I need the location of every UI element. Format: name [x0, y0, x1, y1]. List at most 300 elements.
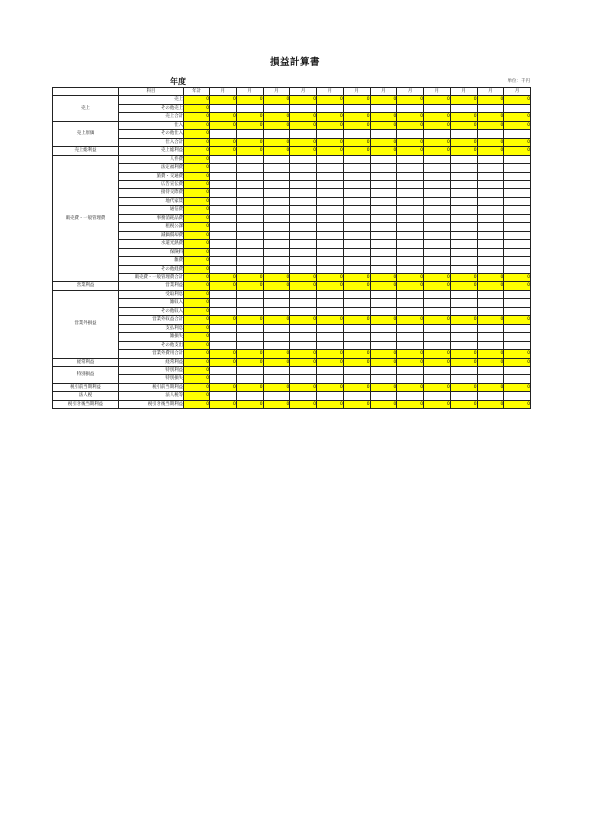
month-value-cell[interactable]: 0 — [210, 358, 237, 366]
month-input-cell[interactable] — [343, 104, 370, 112]
month-input-cell[interactable] — [397, 130, 424, 138]
month-value-cell[interactable]: 0 — [477, 350, 504, 358]
month-input-cell[interactable] — [397, 214, 424, 222]
month-input-cell[interactable] — [263, 290, 290, 298]
month-input-cell[interactable] — [450, 375, 477, 383]
month-input-cell[interactable] — [317, 341, 344, 349]
month-input-cell[interactable] — [236, 265, 263, 273]
month-input-cell[interactable] — [477, 172, 504, 180]
month-input-cell[interactable] — [343, 375, 370, 383]
month-value-cell[interactable]: 0 — [450, 96, 477, 104]
month-input-cell[interactable] — [477, 392, 504, 400]
month-input-cell[interactable] — [343, 214, 370, 222]
month-value-cell[interactable]: 0 — [477, 282, 504, 290]
month-value-cell[interactable]: 0 — [343, 113, 370, 121]
month-input-cell[interactable] — [424, 197, 451, 205]
month-input-cell[interactable] — [317, 240, 344, 248]
month-input-cell[interactable] — [370, 265, 397, 273]
month-value-cell[interactable]: 0 — [504, 316, 531, 324]
month-input-cell[interactable] — [263, 299, 290, 307]
month-input-cell[interactable] — [450, 324, 477, 332]
month-input-cell[interactable] — [397, 172, 424, 180]
month-input-cell[interactable] — [290, 223, 317, 231]
month-input-cell[interactable] — [450, 214, 477, 222]
month-input-cell[interactable] — [477, 164, 504, 172]
month-value-cell[interactable]: 0 — [370, 400, 397, 408]
month-value-cell[interactable]: 0 — [397, 316, 424, 324]
month-input-cell[interactable] — [317, 104, 344, 112]
month-value-cell[interactable]: 0 — [236, 113, 263, 121]
month-input-cell[interactable] — [504, 248, 531, 256]
month-value-cell[interactable]: 0 — [290, 350, 317, 358]
month-input-cell[interactable] — [370, 333, 397, 341]
month-input-cell[interactable] — [370, 189, 397, 197]
month-value-cell[interactable]: 0 — [343, 400, 370, 408]
month-value-cell[interactable]: 0 — [343, 138, 370, 146]
month-input-cell[interactable] — [290, 172, 317, 180]
month-input-cell[interactable] — [210, 231, 237, 239]
month-value-cell[interactable]: 0 — [317, 282, 344, 290]
month-value-cell[interactable]: 0 — [424, 400, 451, 408]
month-input-cell[interactable] — [236, 206, 263, 214]
month-input-cell[interactable] — [210, 223, 237, 231]
month-input-cell[interactable] — [370, 240, 397, 248]
month-input-cell[interactable] — [210, 257, 237, 265]
month-input-cell[interactable] — [370, 155, 397, 163]
month-value-cell[interactable]: 0 — [236, 400, 263, 408]
month-input-cell[interactable] — [397, 257, 424, 265]
month-input-cell[interactable] — [263, 333, 290, 341]
month-input-cell[interactable] — [290, 299, 317, 307]
month-input-cell[interactable] — [397, 341, 424, 349]
month-input-cell[interactable] — [236, 248, 263, 256]
month-value-cell[interactable]: 0 — [317, 147, 344, 155]
month-input-cell[interactable] — [450, 155, 477, 163]
month-input-cell[interactable] — [210, 265, 237, 273]
month-value-cell[interactable]: 0 — [424, 147, 451, 155]
month-input-cell[interactable] — [370, 180, 397, 188]
month-value-cell[interactable]: 0 — [263, 358, 290, 366]
month-input-cell[interactable] — [290, 197, 317, 205]
month-input-cell[interactable] — [397, 333, 424, 341]
month-value-cell[interactable]: 0 — [263, 316, 290, 324]
month-input-cell[interactable] — [290, 307, 317, 315]
month-input-cell[interactable] — [424, 366, 451, 374]
month-input-cell[interactable] — [477, 257, 504, 265]
month-input-cell[interactable] — [317, 206, 344, 214]
month-input-cell[interactable] — [397, 231, 424, 239]
month-value-cell[interactable]: 0 — [236, 316, 263, 324]
month-input-cell[interactable] — [210, 299, 237, 307]
month-input-cell[interactable] — [504, 231, 531, 239]
month-value-cell[interactable]: 0 — [477, 147, 504, 155]
month-value-cell[interactable]: 0 — [236, 121, 263, 129]
month-value-cell[interactable]: 0 — [236, 282, 263, 290]
month-input-cell[interactable] — [290, 214, 317, 222]
month-input-cell[interactable] — [424, 104, 451, 112]
month-input-cell[interactable] — [210, 189, 237, 197]
month-value-cell[interactable]: 0 — [397, 400, 424, 408]
month-value-cell[interactable]: 0 — [504, 400, 531, 408]
month-input-cell[interactable] — [370, 214, 397, 222]
month-input-cell[interactable] — [370, 206, 397, 214]
month-input-cell[interactable] — [477, 341, 504, 349]
month-input-cell[interactable] — [450, 290, 477, 298]
month-input-cell[interactable] — [236, 240, 263, 248]
month-value-cell[interactable]: 0 — [370, 316, 397, 324]
month-input-cell[interactable] — [343, 155, 370, 163]
month-input-cell[interactable] — [397, 265, 424, 273]
month-input-cell[interactable] — [450, 341, 477, 349]
month-input-cell[interactable] — [424, 172, 451, 180]
month-input-cell[interactable] — [504, 214, 531, 222]
month-value-cell[interactable]: 0 — [263, 147, 290, 155]
month-input-cell[interactable] — [424, 324, 451, 332]
month-input-cell[interactable] — [290, 155, 317, 163]
month-input-cell[interactable] — [397, 392, 424, 400]
month-input-cell[interactable] — [450, 223, 477, 231]
month-input-cell[interactable] — [236, 130, 263, 138]
month-input-cell[interactable] — [263, 307, 290, 315]
month-input-cell[interactable] — [343, 206, 370, 214]
month-input-cell[interactable] — [290, 231, 317, 239]
month-input-cell[interactable] — [504, 257, 531, 265]
month-value-cell[interactable]: 0 — [477, 358, 504, 366]
month-value-cell[interactable]: 0 — [343, 282, 370, 290]
month-input-cell[interactable] — [504, 189, 531, 197]
month-input-cell[interactable] — [424, 290, 451, 298]
month-input-cell[interactable] — [263, 214, 290, 222]
month-value-cell[interactable]: 0 — [343, 121, 370, 129]
month-input-cell[interactable] — [477, 180, 504, 188]
month-input-cell[interactable] — [290, 130, 317, 138]
month-input-cell[interactable] — [450, 392, 477, 400]
month-input-cell[interactable] — [236, 299, 263, 307]
month-input-cell[interactable] — [290, 189, 317, 197]
month-input-cell[interactable] — [317, 248, 344, 256]
month-input-cell[interactable] — [477, 333, 504, 341]
month-value-cell[interactable]: 0 — [263, 350, 290, 358]
month-input-cell[interactable] — [397, 324, 424, 332]
month-value-cell[interactable]: 0 — [290, 400, 317, 408]
month-value-cell[interactable]: 0 — [450, 147, 477, 155]
month-input-cell[interactable] — [343, 223, 370, 231]
month-input-cell[interactable] — [210, 172, 237, 180]
month-value-cell[interactable]: 0 — [397, 383, 424, 391]
month-input-cell[interactable] — [236, 290, 263, 298]
month-value-cell[interactable]: 0 — [210, 147, 237, 155]
month-input-cell[interactable] — [424, 240, 451, 248]
month-value-cell[interactable]: 0 — [450, 400, 477, 408]
month-input-cell[interactable] — [450, 189, 477, 197]
month-input-cell[interactable] — [290, 240, 317, 248]
month-input-cell[interactable] — [236, 172, 263, 180]
month-input-cell[interactable] — [317, 299, 344, 307]
month-input-cell[interactable] — [236, 324, 263, 332]
month-input-cell[interactable] — [343, 307, 370, 315]
month-input-cell[interactable] — [450, 240, 477, 248]
month-input-cell[interactable] — [236, 155, 263, 163]
month-input-cell[interactable] — [450, 180, 477, 188]
month-input-cell[interactable] — [504, 164, 531, 172]
month-value-cell[interactable]: 0 — [210, 400, 237, 408]
month-input-cell[interactable] — [263, 164, 290, 172]
month-input-cell[interactable] — [397, 290, 424, 298]
month-input-cell[interactable] — [504, 366, 531, 374]
month-input-cell[interactable] — [450, 164, 477, 172]
month-input-cell[interactable] — [424, 130, 451, 138]
month-value-cell[interactable]: 0 — [290, 147, 317, 155]
month-input-cell[interactable] — [236, 392, 263, 400]
month-input-cell[interactable] — [290, 324, 317, 332]
month-input-cell[interactable] — [343, 172, 370, 180]
month-input-cell[interactable] — [317, 172, 344, 180]
month-value-cell[interactable]: 0 — [263, 282, 290, 290]
month-input-cell[interactable] — [263, 130, 290, 138]
month-input-cell[interactable] — [397, 164, 424, 172]
month-input-cell[interactable] — [370, 392, 397, 400]
month-input-cell[interactable] — [236, 366, 263, 374]
month-value-cell[interactable]: 0 — [290, 316, 317, 324]
month-input-cell[interactable] — [263, 104, 290, 112]
month-value-cell[interactable]: 0 — [210, 138, 237, 146]
month-input-cell[interactable] — [424, 392, 451, 400]
month-input-cell[interactable] — [343, 130, 370, 138]
month-input-cell[interactable] — [477, 155, 504, 163]
month-input-cell[interactable] — [370, 307, 397, 315]
month-input-cell[interactable] — [343, 341, 370, 349]
month-input-cell[interactable] — [424, 257, 451, 265]
month-value-cell[interactable]: 0 — [290, 138, 317, 146]
month-input-cell[interactable] — [343, 299, 370, 307]
month-value-cell[interactable]: 0 — [290, 121, 317, 129]
month-input-cell[interactable] — [343, 257, 370, 265]
month-input-cell[interactable] — [370, 164, 397, 172]
month-input-cell[interactable] — [370, 248, 397, 256]
month-value-cell[interactable]: 0 — [317, 316, 344, 324]
month-value-cell[interactable]: 0 — [210, 383, 237, 391]
month-input-cell[interactable] — [210, 197, 237, 205]
month-input-cell[interactable] — [236, 257, 263, 265]
month-input-cell[interactable] — [450, 130, 477, 138]
month-value-cell[interactable]: 0 — [504, 358, 531, 366]
month-input-cell[interactable] — [263, 265, 290, 273]
month-input-cell[interactable] — [263, 366, 290, 374]
month-value-cell[interactable]: 0 — [450, 383, 477, 391]
month-value-cell[interactable]: 0 — [397, 138, 424, 146]
month-value-cell[interactable]: 0 — [397, 121, 424, 129]
month-input-cell[interactable] — [450, 231, 477, 239]
month-input-cell[interactable] — [263, 341, 290, 349]
month-value-cell[interactable]: 0 — [450, 138, 477, 146]
month-input-cell[interactable] — [450, 299, 477, 307]
month-value-cell[interactable]: 0 — [424, 138, 451, 146]
month-input-cell[interactable] — [397, 206, 424, 214]
month-value-cell[interactable]: 0 — [504, 113, 531, 121]
month-value-cell[interactable]: 0 — [450, 121, 477, 129]
month-input-cell[interactable] — [263, 375, 290, 383]
month-input-cell[interactable] — [210, 240, 237, 248]
month-input-cell[interactable] — [317, 392, 344, 400]
month-input-cell[interactable] — [424, 223, 451, 231]
month-input-cell[interactable] — [290, 104, 317, 112]
month-value-cell[interactable]: 0 — [317, 350, 344, 358]
month-input-cell[interactable] — [504, 265, 531, 273]
month-value-cell[interactable]: 0 — [236, 358, 263, 366]
month-value-cell[interactable]: 0 — [236, 138, 263, 146]
month-input-cell[interactable] — [210, 366, 237, 374]
month-value-cell[interactable]: 0 — [424, 316, 451, 324]
month-value-cell[interactable]: 0 — [210, 282, 237, 290]
month-input-cell[interactable] — [504, 197, 531, 205]
month-value-cell[interactable]: 0 — [504, 138, 531, 146]
month-value-cell[interactable]: 0 — [424, 350, 451, 358]
month-input-cell[interactable] — [370, 197, 397, 205]
month-input-cell[interactable] — [397, 197, 424, 205]
month-value-cell[interactable]: 0 — [370, 113, 397, 121]
month-value-cell[interactable]: 0 — [397, 273, 424, 281]
month-input-cell[interactable] — [343, 324, 370, 332]
month-input-cell[interactable] — [424, 307, 451, 315]
month-value-cell[interactable]: 0 — [504, 96, 531, 104]
month-input-cell[interactable] — [504, 290, 531, 298]
month-input-cell[interactable] — [477, 248, 504, 256]
month-value-cell[interactable]: 0 — [317, 138, 344, 146]
month-input-cell[interactable] — [343, 189, 370, 197]
month-input-cell[interactable] — [210, 290, 237, 298]
month-input-cell[interactable] — [477, 299, 504, 307]
month-input-cell[interactable] — [210, 324, 237, 332]
month-input-cell[interactable] — [424, 189, 451, 197]
month-value-cell[interactable]: 0 — [263, 138, 290, 146]
month-input-cell[interactable] — [290, 206, 317, 214]
month-input-cell[interactable] — [290, 333, 317, 341]
month-input-cell[interactable] — [290, 290, 317, 298]
month-input-cell[interactable] — [343, 248, 370, 256]
month-input-cell[interactable] — [343, 197, 370, 205]
month-input-cell[interactable] — [317, 231, 344, 239]
month-value-cell[interactable]: 0 — [504, 383, 531, 391]
month-value-cell[interactable]: 0 — [317, 273, 344, 281]
month-input-cell[interactable] — [504, 240, 531, 248]
month-input-cell[interactable] — [210, 307, 237, 315]
month-value-cell[interactable]: 0 — [210, 121, 237, 129]
month-input-cell[interactable] — [397, 307, 424, 315]
month-input-cell[interactable] — [317, 366, 344, 374]
month-input-cell[interactable] — [210, 104, 237, 112]
month-value-cell[interactable]: 0 — [477, 138, 504, 146]
month-value-cell[interactable]: 0 — [236, 273, 263, 281]
month-input-cell[interactable] — [210, 206, 237, 214]
month-value-cell[interactable]: 0 — [450, 316, 477, 324]
month-input-cell[interactable] — [370, 223, 397, 231]
month-value-cell[interactable]: 0 — [343, 316, 370, 324]
month-value-cell[interactable]: 0 — [317, 358, 344, 366]
month-input-cell[interactable] — [236, 223, 263, 231]
month-value-cell[interactable]: 0 — [317, 113, 344, 121]
month-input-cell[interactable] — [477, 265, 504, 273]
month-input-cell[interactable] — [370, 231, 397, 239]
month-input-cell[interactable] — [477, 231, 504, 239]
month-value-cell[interactable]: 0 — [317, 383, 344, 391]
month-value-cell[interactable]: 0 — [397, 282, 424, 290]
month-input-cell[interactable] — [397, 223, 424, 231]
month-input-cell[interactable] — [343, 265, 370, 273]
month-input-cell[interactable] — [370, 324, 397, 332]
month-input-cell[interactable] — [317, 333, 344, 341]
month-value-cell[interactable]: 0 — [263, 121, 290, 129]
month-value-cell[interactable]: 0 — [477, 316, 504, 324]
month-input-cell[interactable] — [343, 180, 370, 188]
month-value-cell[interactable]: 0 — [370, 358, 397, 366]
month-value-cell[interactable]: 0 — [370, 273, 397, 281]
month-input-cell[interactable] — [424, 375, 451, 383]
month-input-cell[interactable] — [263, 172, 290, 180]
month-value-cell[interactable]: 0 — [263, 113, 290, 121]
month-input-cell[interactable] — [397, 104, 424, 112]
month-value-cell[interactable]: 0 — [236, 96, 263, 104]
month-value-cell[interactable]: 0 — [210, 96, 237, 104]
month-input-cell[interactable] — [263, 248, 290, 256]
month-value-cell[interactable]: 0 — [370, 350, 397, 358]
month-value-cell[interactable]: 0 — [504, 147, 531, 155]
month-input-cell[interactable] — [263, 180, 290, 188]
month-input-cell[interactable] — [450, 172, 477, 180]
month-input-cell[interactable] — [477, 189, 504, 197]
month-input-cell[interactable] — [504, 375, 531, 383]
month-input-cell[interactable] — [504, 155, 531, 163]
month-input-cell[interactable] — [343, 392, 370, 400]
month-input-cell[interactable] — [424, 180, 451, 188]
month-input-cell[interactable] — [477, 290, 504, 298]
month-input-cell[interactable] — [317, 197, 344, 205]
month-value-cell[interactable]: 0 — [477, 273, 504, 281]
month-input-cell[interactable] — [263, 257, 290, 265]
month-input-cell[interactable] — [370, 104, 397, 112]
month-value-cell[interactable]: 0 — [263, 383, 290, 391]
month-input-cell[interactable] — [504, 172, 531, 180]
month-value-cell[interactable]: 0 — [210, 113, 237, 121]
month-input-cell[interactable] — [343, 366, 370, 374]
month-value-cell[interactable]: 0 — [263, 96, 290, 104]
month-value-cell[interactable]: 0 — [424, 358, 451, 366]
month-value-cell[interactable]: 0 — [370, 282, 397, 290]
month-input-cell[interactable] — [477, 130, 504, 138]
month-value-cell[interactable]: 0 — [397, 147, 424, 155]
month-input-cell[interactable] — [477, 366, 504, 374]
month-input-cell[interactable] — [317, 155, 344, 163]
month-input-cell[interactable] — [450, 265, 477, 273]
month-input-cell[interactable] — [397, 155, 424, 163]
month-input-cell[interactable] — [424, 248, 451, 256]
month-input-cell[interactable] — [210, 392, 237, 400]
month-input-cell[interactable] — [504, 130, 531, 138]
month-input-cell[interactable] — [424, 164, 451, 172]
month-value-cell[interactable]: 0 — [424, 383, 451, 391]
month-input-cell[interactable] — [290, 248, 317, 256]
month-input-cell[interactable] — [263, 392, 290, 400]
month-input-cell[interactable] — [397, 189, 424, 197]
month-value-cell[interactable]: 0 — [236, 350, 263, 358]
month-input-cell[interactable] — [317, 214, 344, 222]
month-input-cell[interactable] — [370, 375, 397, 383]
month-input-cell[interactable] — [370, 341, 397, 349]
month-input-cell[interactable] — [504, 333, 531, 341]
month-input-cell[interactable] — [236, 231, 263, 239]
month-input-cell[interactable] — [210, 180, 237, 188]
month-input-cell[interactable] — [343, 164, 370, 172]
month-input-cell[interactable] — [236, 189, 263, 197]
